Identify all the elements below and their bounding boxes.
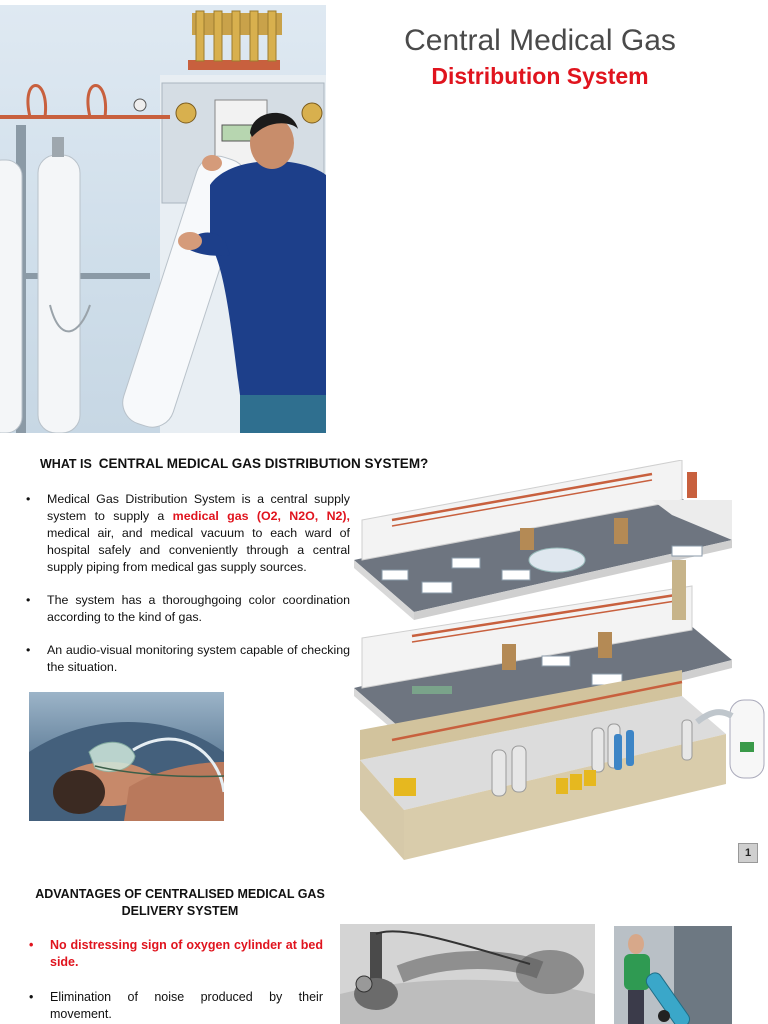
slide-title: Central Medical Gas (404, 24, 676, 57)
bullet-text: medical air, and medical vacuum to each ward of hospital safely and conveniently through a central supply piping from medical gas supply sources. (47, 526, 350, 574)
bullet-text: Medical Gas Distribution System is a central supply system to supply a (47, 492, 350, 523)
gas-list-highlight: medical gas (O2, N2O, N2), (172, 509, 350, 523)
bullet-monitoring: • An audio-visual monitoring system capable of checking the situation. (26, 642, 350, 676)
bullet-no-noise: • Elimination of noise produced by their movement. (29, 989, 323, 1023)
hospital-gas-piping-illustration (352, 460, 768, 862)
page-number-badge: 1 (738, 843, 758, 863)
bullet-no-cylinder: • No distressing sign of oxygen cylinder at bed side. (29, 937, 323, 971)
heading-main: CENTRAL MEDICAL GAS DISTRIBUTION SYSTEM? (98, 456, 429, 471)
gas-manifold-photo (0, 5, 326, 433)
definition-bullets (26, 491, 350, 692)
heading-prefix: WHAT IS (40, 457, 92, 471)
slide-subtitle: Distribution System (431, 63, 649, 89)
cylinder-transport-photo (614, 926, 732, 1024)
vintage-oxygen-patient-photo (340, 924, 595, 1024)
advantages-heading: ADVANTAGES OF CENTRALISED MEDICAL GAS DELIVERY SYSTEM (35, 887, 325, 918)
oxygen-mask-patient-photo (29, 692, 224, 821)
advantages-bullets (29, 937, 323, 1024)
bullet-color-coordination: • The system has a thoroughgoing color coordination according to the kind of gas. (26, 592, 350, 626)
bullet-definition (26, 491, 350, 576)
